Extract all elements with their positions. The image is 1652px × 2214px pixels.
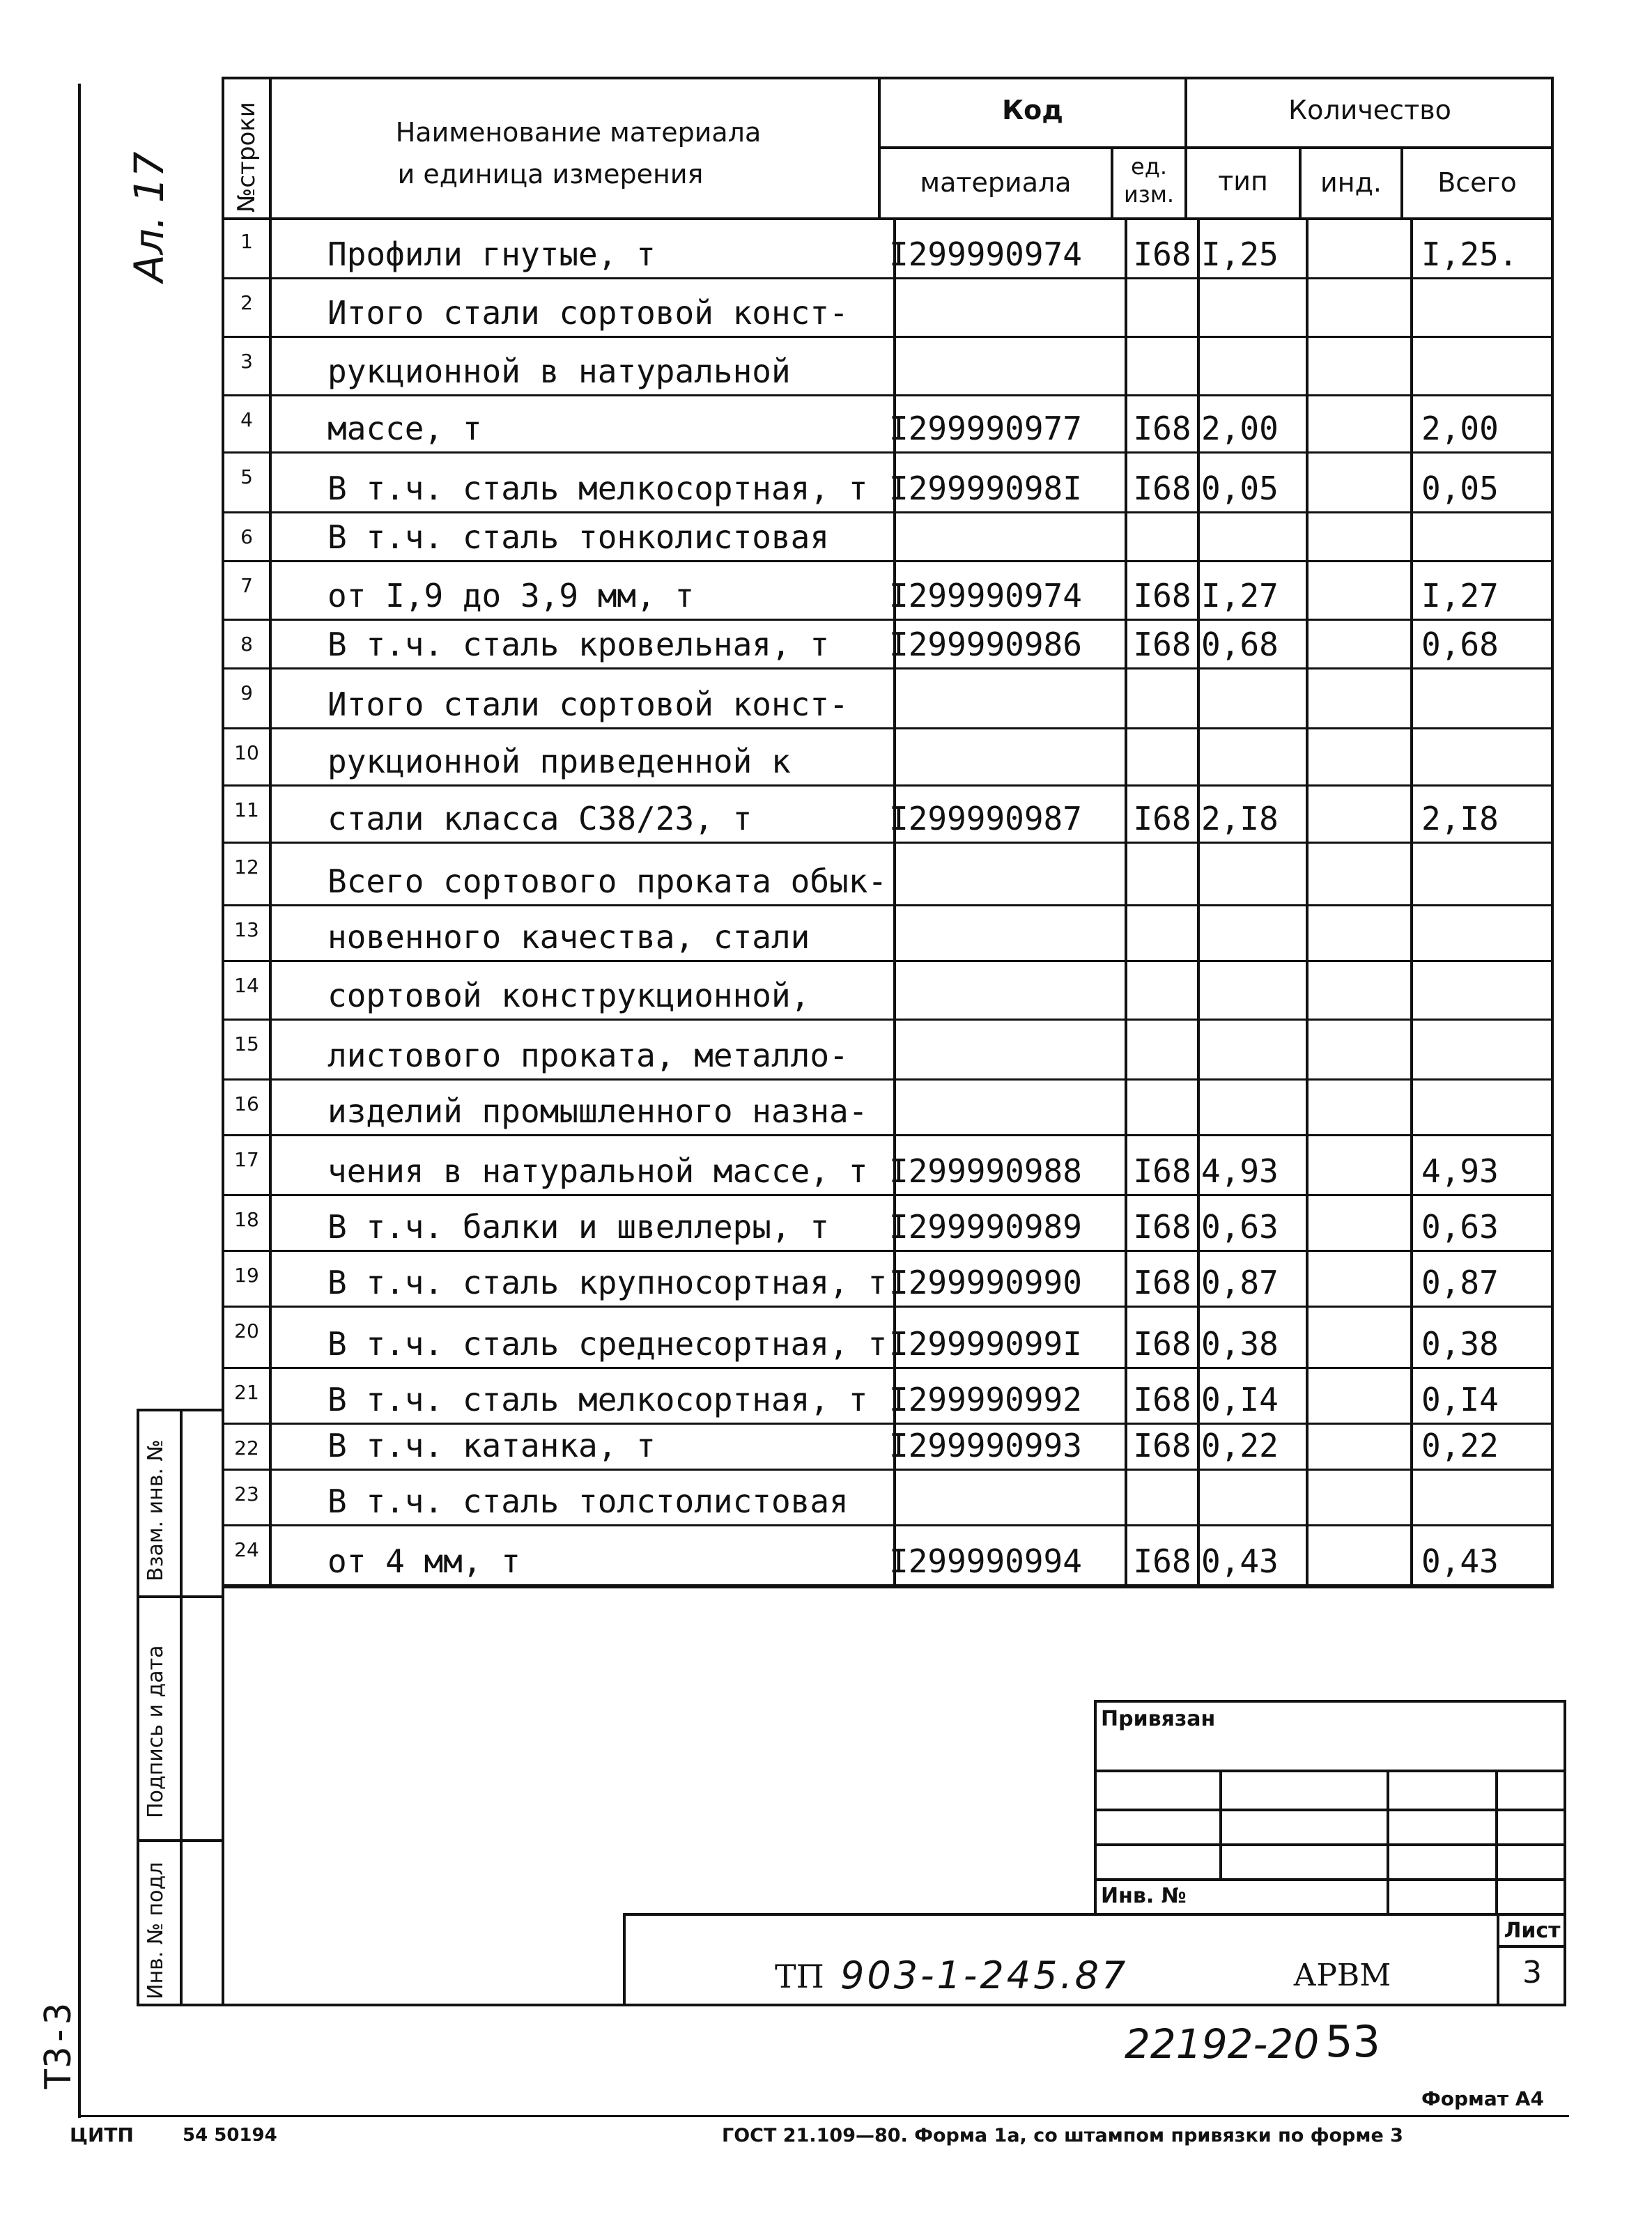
handwritten-number: 22192-20 — [1125, 2020, 1320, 2068]
row-unit: I68 — [1133, 1381, 1191, 1418]
sheet-mark: Ал. 17 — [125, 151, 173, 282]
row-name: В т.ч. сталь кровельная, т — [327, 626, 830, 663]
row-type: 2,I8 — [1201, 800, 1279, 837]
row-type: 0,43 — [1201, 1542, 1279, 1580]
row-name: листового проката, металло- — [327, 1037, 849, 1074]
stamp-sheet-number: 3 — [1522, 1955, 1542, 1990]
row-unit: I68 — [1133, 470, 1191, 507]
row-n: 24 — [234, 1538, 259, 1561]
row-n: 16 — [234, 1092, 259, 1115]
header-code-material: материала — [920, 167, 1072, 198]
side-label-vzam-inv: Взам. инв. № — [144, 1439, 168, 1581]
row-type: 0,I4 — [1201, 1381, 1279, 1418]
row-total: 0,87 — [1421, 1264, 1499, 1301]
row-code: I299990987 — [889, 800, 1082, 837]
row-name: массе, т — [327, 410, 482, 447]
row-type: 0,87 — [1201, 1264, 1279, 1301]
row-type: 2,00 — [1201, 410, 1279, 447]
table-row-divider — [222, 842, 1552, 844]
row-n: 14 — [234, 974, 259, 997]
table-row-divider — [222, 1078, 1552, 1081]
row-code: I299990989 — [889, 1208, 1082, 1246]
row-name: В т.ч. сталь среднесортная, т — [327, 1325, 888, 1363]
row-name: Профили гнутые, т — [327, 235, 656, 273]
row-unit: I68 — [1133, 1208, 1191, 1246]
row-type: I,27 — [1201, 577, 1279, 614]
table-row-divider — [222, 960, 1552, 962]
row-name: В т.ч. сталь толстолистовая — [327, 1483, 849, 1520]
row-n: 7 — [240, 574, 253, 597]
table-row-divider — [222, 667, 1552, 669]
row-n: 6 — [240, 525, 253, 548]
table-row-divider — [222, 1306, 1552, 1308]
row-unit: I68 — [1133, 626, 1191, 663]
stamp-inv-no: Инв. № — [1101, 1884, 1187, 1908]
row-total: 4,93 — [1421, 1152, 1499, 1190]
row-code: I299990992 — [889, 1381, 1082, 1418]
table-column-divider — [1306, 217, 1309, 1586]
row-unit: I68 — [1133, 800, 1191, 837]
table-row-divider — [222, 511, 1552, 513]
table-row-divider — [222, 277, 1552, 279]
row-n: 11 — [234, 798, 259, 821]
row-n: 22 — [234, 1437, 259, 1460]
table-row-divider — [222, 1469, 1552, 1471]
row-code: I299990986 — [889, 626, 1082, 663]
table-row-divider — [222, 784, 1552, 787]
header-qty-total: Всего — [1437, 167, 1517, 198]
row-name: Итого стали сортовой конст- — [327, 294, 849, 332]
table-row-divider — [222, 619, 1552, 621]
row-name: рукционной в натуральной — [327, 353, 791, 390]
row-name: В т.ч. катанка, т — [327, 1427, 656, 1464]
row-type: 0,38 — [1201, 1325, 1279, 1363]
row-total: 2,00 — [1421, 410, 1499, 447]
row-name: рукционной приведенной к — [327, 743, 791, 780]
row-unit: I68 — [1133, 1542, 1191, 1580]
row-total: I,25. — [1421, 235, 1518, 273]
row-name: В т.ч. сталь крупносортная, т — [327, 1264, 888, 1301]
row-name: В т.ч. сталь мелкосортная, т — [327, 1381, 868, 1418]
row-n: 10 — [234, 741, 259, 764]
table-row-divider — [222, 394, 1552, 396]
table-column-divider — [1410, 217, 1413, 1586]
header-row-number: №строки — [233, 102, 261, 212]
header-material-line2: и единица измерения — [397, 159, 704, 189]
row-unit: I68 — [1133, 410, 1191, 447]
row-name: новенного качества, стали — [327, 918, 810, 956]
row-code: I299990994 — [889, 1542, 1082, 1580]
row-total: 0,63 — [1421, 1208, 1499, 1246]
row-n: 2 — [240, 291, 253, 314]
row-code: I299990974 — [889, 235, 1082, 273]
header-material-line1: Наименование материала — [395, 117, 762, 148]
side-label-inv-podl: Инв. № подл — [144, 1861, 168, 1999]
row-n: 8 — [240, 633, 253, 656]
footer-code: 54 50194 — [183, 2125, 277, 2146]
row-code: I299990974 — [889, 577, 1082, 614]
row-type: 0,22 — [1201, 1427, 1279, 1464]
row-name: В т.ч. сталь тонколистовая — [327, 518, 830, 556]
row-n: 15 — [234, 1032, 259, 1055]
row-name: от I,9 до 3,9 мм, т — [327, 577, 695, 614]
row-type: 0,63 — [1201, 1208, 1279, 1246]
header-quantity-group: Количество — [1288, 95, 1451, 125]
header-qty-type: тип — [1218, 166, 1268, 196]
row-n: 1 — [240, 230, 253, 253]
header-qty-ind: инд. — [1320, 167, 1382, 198]
row-name: Итого стали сортовой конст- — [327, 686, 849, 723]
row-unit: I68 — [1133, 1325, 1191, 1363]
table-row-divider — [222, 1019, 1552, 1021]
table-row-divider — [222, 1524, 1552, 1526]
row-total: 0,22 — [1421, 1427, 1499, 1464]
table-column-divider — [269, 217, 272, 1586]
table-row-divider — [222, 727, 1552, 729]
row-unit: I68 — [1133, 1427, 1191, 1464]
row-name: В т.ч. балки и швеллеры, т — [327, 1208, 830, 1246]
row-n: 23 — [234, 1483, 259, 1505]
bottom-margin-line — [78, 2115, 1569, 2117]
footer-left: ЦИТП — [70, 2123, 134, 2146]
row-n: 4 — [240, 408, 253, 431]
table-row-divider — [222, 1194, 1552, 1196]
table-row-divider — [222, 1134, 1552, 1136]
table-row-divider — [222, 336, 1552, 338]
row-name: сортовой конструкционной, — [327, 977, 810, 1014]
row-total: I,27 — [1421, 577, 1499, 614]
stamp-privyazan: Привязан — [1101, 1707, 1216, 1731]
table-row-divider — [222, 451, 1552, 454]
stamp-doc-code: 903-1-245.87 — [840, 1953, 1129, 1997]
row-type: 0,68 — [1201, 626, 1279, 663]
stamp-doc-prefix: ТП — [775, 1958, 824, 1995]
stamp-doc-mark: АРВМ — [1293, 1958, 1391, 1993]
row-name: изделий промышленного назна- — [327, 1092, 868, 1130]
row-total: 0,43 — [1421, 1542, 1499, 1580]
row-n: 20 — [234, 1319, 259, 1342]
page-number: 53 — [1325, 2016, 1380, 2067]
table-row-divider — [222, 1423, 1552, 1425]
row-name: от 4 мм, т — [327, 1542, 520, 1580]
row-n: 18 — [234, 1208, 259, 1231]
row-name: В т.ч. сталь мелкосортная, т — [327, 470, 868, 507]
table-row-divider — [222, 560, 1552, 562]
row-code: I299990990 — [889, 1264, 1082, 1301]
format-label: Формат А4 — [1421, 2087, 1544, 2110]
footer-gost: ГОСТ 21.109—80. Форма 1а, со штампом привязки по форме 3 — [722, 2125, 1403, 2146]
header-unit-line1: ед. — [1131, 153, 1167, 180]
stamp-sheet-label: Лист — [1504, 1919, 1561, 1943]
row-total: 0,38 — [1421, 1325, 1499, 1363]
row-name: стали класса С38/23, т — [327, 800, 752, 837]
row-total: 0,68 — [1421, 626, 1499, 663]
row-n: 21 — [234, 1381, 259, 1404]
row-name: чения в натуральной массе, т — [327, 1152, 868, 1190]
left-margin-line — [78, 84, 81, 2118]
row-code: I29999098I — [889, 470, 1082, 507]
row-type: 4,93 — [1201, 1152, 1279, 1190]
table-column-divider — [1197, 217, 1200, 1586]
row-total: 0,I4 — [1421, 1381, 1499, 1418]
side-label-signature-date: Подпись и дата — [144, 1645, 168, 1818]
row-unit: I68 — [1133, 1152, 1191, 1190]
header-code-group: Код — [1002, 95, 1063, 125]
row-type: 0,05 — [1201, 470, 1279, 507]
row-unit: I68 — [1133, 235, 1191, 273]
row-code: I299990993 — [889, 1427, 1082, 1464]
row-total: 0,05 — [1421, 470, 1499, 507]
table-row-divider — [222, 1250, 1552, 1252]
row-code: I29999099I — [889, 1325, 1082, 1363]
row-n: 19 — [234, 1264, 259, 1287]
table-row-divider — [222, 1367, 1552, 1369]
table-row-divider — [222, 904, 1552, 906]
row-n: 17 — [234, 1148, 259, 1171]
row-n: 13 — [234, 918, 259, 941]
row-total: 2,I8 — [1421, 800, 1499, 837]
row-n: 9 — [240, 681, 253, 704]
side-label-t3: Т3-3 — [38, 2002, 79, 2090]
row-unit: I68 — [1133, 1264, 1191, 1301]
row-type: I,25 — [1201, 235, 1279, 273]
row-code: I299990988 — [889, 1152, 1082, 1190]
row-name: Всего сортового проката обык- — [327, 862, 888, 900]
row-code: I299990977 — [889, 410, 1082, 447]
row-n: 5 — [240, 465, 253, 488]
row-n: 12 — [234, 856, 259, 878]
row-n: 3 — [240, 350, 253, 373]
row-unit: I68 — [1133, 577, 1191, 614]
header-unit-line2: изм. — [1123, 181, 1175, 208]
